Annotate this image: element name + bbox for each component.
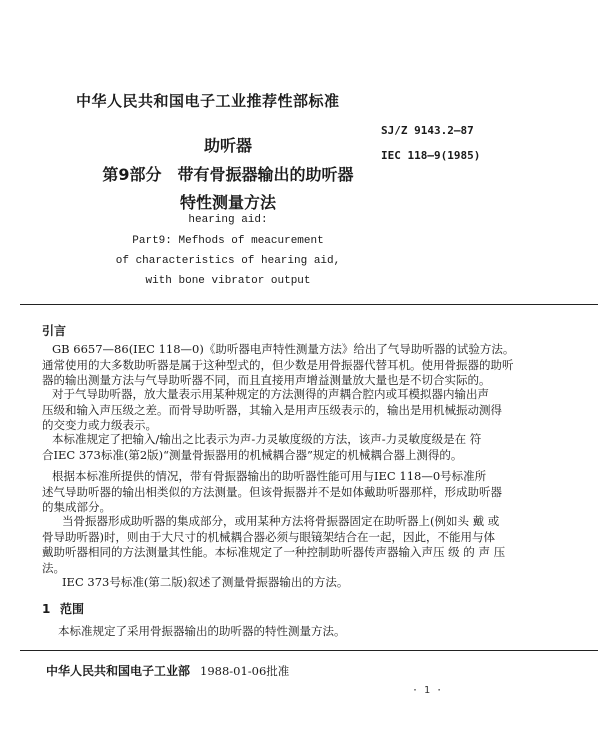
- paragraph-line: 的集成部分。: [42, 500, 111, 514]
- paragraph-line: 对于气导助听器，放大量表示用某种规定的方法测得的声耦合腔内或耳模拟器内输出声: [52, 387, 489, 401]
- english-title-line-4: with bone vibrator output: [145, 275, 311, 287]
- paragraph-line: 通常使用的大多数助听器是属于这种型式的，但少数是用骨振器代替耳机。使用骨振器的助听: [42, 357, 514, 372]
- intro-paragraph-3: [42, 432, 600, 463]
- paragraph-line: 根据本标准所提供的情况，带有骨振器输出的助听器性能可用与IEC 118—0号标准所: [52, 469, 487, 483]
- document-title-line-1: 助听器: [203, 136, 252, 155]
- paragraph-line: 本标准规定了采用骨振器输出的助听器的特性测量方法。: [58, 624, 346, 638]
- page-number: · 1 ·: [412, 685, 443, 696]
- paragraph-line: 骨导助听器)时，则由于大尺寸的机械耦合器必须与眼镜架结合在一起，因此，不能用与体: [42, 529, 495, 544]
- paragraph-line: 器的输出测量方法与气导助听器不同，而且直接用声增益测量放大量也是不切合实际的。: [42, 373, 491, 387]
- approval-date: 1988-01-06批准: [200, 664, 290, 678]
- paragraph-line: 压级和输入声压级之差。而骨导助听器，其输入是用声压级表示的，输出是用机械振动测得: [42, 402, 502, 417]
- paragraph-line: 当骨振器形成助听器的集成部分，或用某种方法将骨振器固定在助听器上(例如头 戴 或: [62, 514, 500, 528]
- header-divider: [20, 304, 598, 305]
- standard-category-title: 中华人民共和国电子工业推荐性部标准: [76, 92, 340, 110]
- standard-code: SJ/Z 9143.2—87: [381, 124, 474, 137]
- issuing-ministry: 中华人民共和国电子工业部: [46, 664, 191, 678]
- intro-paragraph-4: [42, 469, 600, 516]
- english-title-line-3: of characteristics of hearing aid,: [115, 255, 341, 267]
- intro-paragraph-6: [42, 575, 600, 591]
- document-title-line-3: 特性测量方法: [179, 193, 276, 212]
- document-title-line-2: 第9部分 带有骨振器输出的助听器: [102, 165, 354, 184]
- footer-divider: [20, 650, 598, 651]
- paragraph-line: 本标准规定了把输入/输出之比表示为声-力灵敏度级的方法，该声-力灵敏度级是在 符: [52, 432, 482, 446]
- paragraph-line: GB 6657—86(IEC 118—0)《助听器电声特性测量方法》给出了气导助听器的试验方法。: [52, 342, 515, 356]
- paragraph-line: 合IEC 373标准(第2版)“测量骨振器用的机械耦合器”规定的机械耦合器上测得的。: [42, 447, 463, 462]
- english-title-line-1: hearing aid:: [188, 214, 268, 226]
- intro-heading: 引言: [42, 324, 67, 338]
- paragraph-line: IEC 373号标准(第二版)叙述了测量骨振器输出的方法。: [62, 575, 349, 589]
- scope-heading: [42, 600, 84, 617]
- scope-paragraph: [42, 624, 600, 640]
- intro-paragraph-1: [42, 342, 600, 389]
- scope-number: 1: [42, 602, 51, 616]
- iec-reference: IEC 118—9(1985): [381, 149, 481, 162]
- paragraph-line: 的交变力或力级表示。: [42, 418, 157, 432]
- intro-paragraph-2: [42, 387, 600, 434]
- paragraph-line: 述气导助听器的输出相类似的方法测量。但该骨振器并不是如体戴助听器那样，形成助听器: [42, 484, 502, 499]
- intro-paragraph-5: [42, 514, 600, 576]
- paragraph-line: 法。: [42, 560, 65, 575]
- scope-title: 范围: [60, 602, 85, 616]
- paragraph-line: 戴助听器相同的方法测量其性能。本标准规定了一种控制助听器传声器输入声压 级 的 声 压: [42, 545, 506, 559]
- english-title-line-2: Part9: Mefhods of meacurement: [132, 235, 324, 247]
